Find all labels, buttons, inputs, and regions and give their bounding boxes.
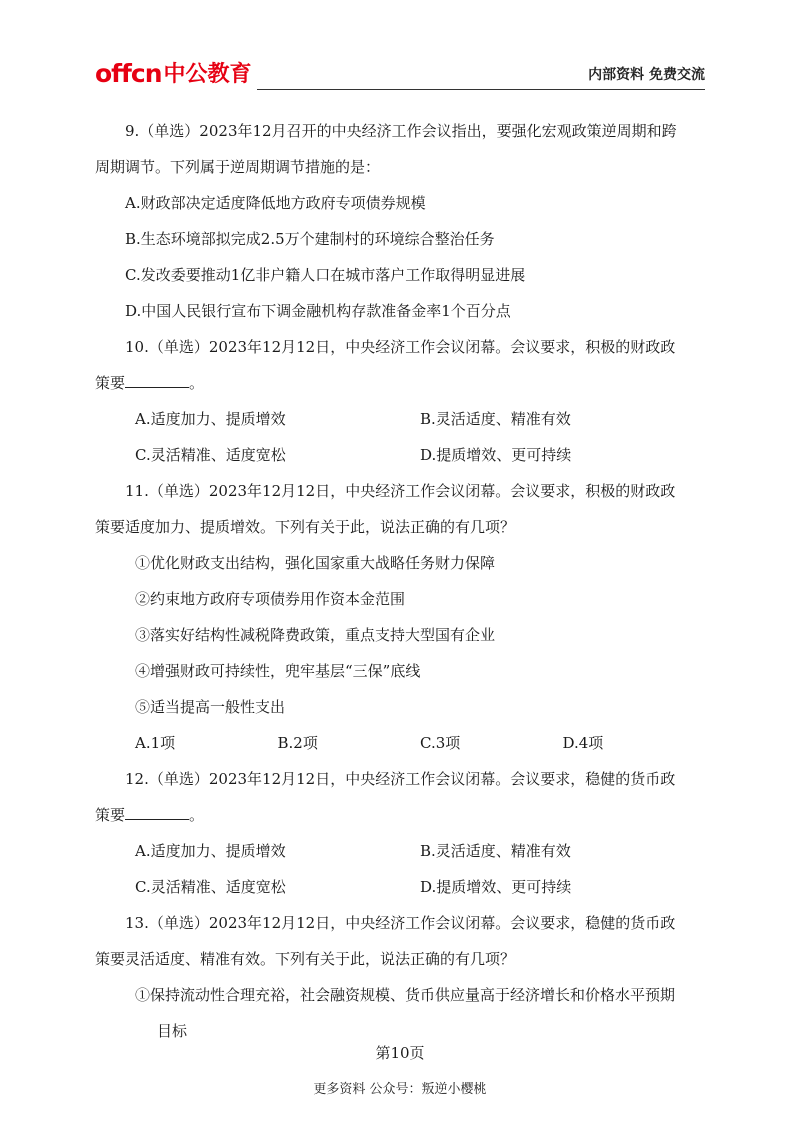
- q11-item-4: ④增强财政可持续性，兜牢基层“三保”底线: [135, 662, 421, 680]
- q11-option-b: B.2项: [277, 734, 318, 752]
- logo-text-en: offcn: [95, 59, 162, 88]
- q10-option-b: B.灵活适度、精准有效: [420, 410, 571, 428]
- q11-option-a: A.1项: [135, 734, 176, 752]
- q13-item-1-line2: 目标: [157, 1022, 188, 1040]
- q11-item-5: ⑤适当提高一般性支出: [135, 698, 286, 716]
- q11-option-d: D.4项: [562, 734, 604, 752]
- q12-option-c: C.灵活精准、适度宽松: [135, 878, 286, 896]
- q10-options-row1: [95, 401, 705, 437]
- q9-option-d: D.中国人民银行宣布下调金融机构存款准备金率1个百分点: [125, 302, 511, 320]
- q12-blank: [125, 801, 189, 820]
- q13-stem-line1: 13.（单选）2023年12月12日，中央经济工作会议闭幕。会议要求，稳健的货币政: [125, 914, 676, 932]
- header-rule: [257, 89, 705, 90]
- page-number: 第10页: [375, 1044, 425, 1062]
- q11-stem-line2: 策要适度加力、提质增效。下列有关于此，说法正确的有几项？: [95, 518, 516, 536]
- q9-option-c: C.发改委要推动1亿非户籍人口在城市落户工作取得明显进展: [125, 266, 526, 284]
- q12-stem-line2: [95, 797, 705, 833]
- header-tagline: 内部资料 免费交流: [588, 67, 705, 83]
- q12-stem-pre: 策要: [95, 806, 126, 824]
- q13-stem-line2: 策要灵活适度、精准有效。下列有关于此，说法正确的有几项？: [95, 950, 516, 968]
- q13-item-1-line1: ①保持流动性合理充裕，社会融资规模、货币供应量高于经济增长和价格水平预期: [135, 986, 676, 1004]
- q10-stem-line1: 10.（单选）2023年12月12日，中央经济工作会议闭幕。会议要求，积极的财政政: [125, 338, 676, 356]
- q11-options: [95, 725, 705, 761]
- q12-option-a: A.适度加力、提质增效: [135, 842, 286, 860]
- page-footer: 更多资料 公众号：叛逆小樱桃: [313, 1082, 487, 1097]
- q10-stem-post: 。: [189, 374, 205, 392]
- q12-stem-line1: 12.（单选）2023年12月12日，中央经济工作会议闭幕。会议要求，稳健的货币政: [125, 770, 676, 788]
- q10-blank: [125, 369, 189, 388]
- q9-stem-line1: 9.（单选）2023年12月召开的中央经济工作会议指出，要强化宏观政策逆周期和跨: [125, 122, 677, 140]
- q12-options-row2: [95, 869, 705, 905]
- q10-stem-line2: [95, 365, 705, 401]
- q10-option-a: A.适度加力、提质增效: [135, 410, 286, 428]
- q10-stem-pre: 策要: [95, 374, 126, 392]
- q10-options-row2: [95, 437, 705, 473]
- q9-option-b: B.生态环境部拟完成2.5万个建制村的环境综合整治任务: [125, 230, 495, 248]
- q12-stem-post: 。: [189, 806, 205, 824]
- offcn-logo: [95, 61, 252, 86]
- q9-stem-line2: 周期调节。下列属于逆周期调节措施的是：: [95, 158, 381, 176]
- q9-option-a: A.财政部决定适度降低地方政府专项债券规模: [125, 194, 426, 212]
- q12-option-d: D.提质增效、更可持续: [420, 878, 572, 896]
- q11-item-1: ①优化财政支出结构，强化国家重大战略任务财力保障: [135, 554, 496, 572]
- q11-stem-line1: 11.（单选）2023年12月12日，中央经济工作会议闭幕。会议要求，积极的财政政: [125, 482, 676, 500]
- q11-item-3: ③落实好结构性减税降费政策，重点支持大型国有企业: [135, 626, 496, 644]
- q10-option-d: D.提质增效、更可持续: [420, 446, 572, 464]
- q12-options-row1: [95, 833, 705, 869]
- page-header: [95, 56, 705, 90]
- q11-option-c: C.3项: [420, 734, 461, 752]
- q10-option-c: C.灵活精准、适度宽松: [135, 446, 286, 464]
- q11-item-2: ②约束地方政府专项债券用作资本金范围: [135, 590, 406, 608]
- q12-option-b: B.灵活适度、精准有效: [420, 842, 571, 860]
- logo-text-cn: 中公教育: [163, 62, 252, 87]
- document-body: [95, 113, 705, 1049]
